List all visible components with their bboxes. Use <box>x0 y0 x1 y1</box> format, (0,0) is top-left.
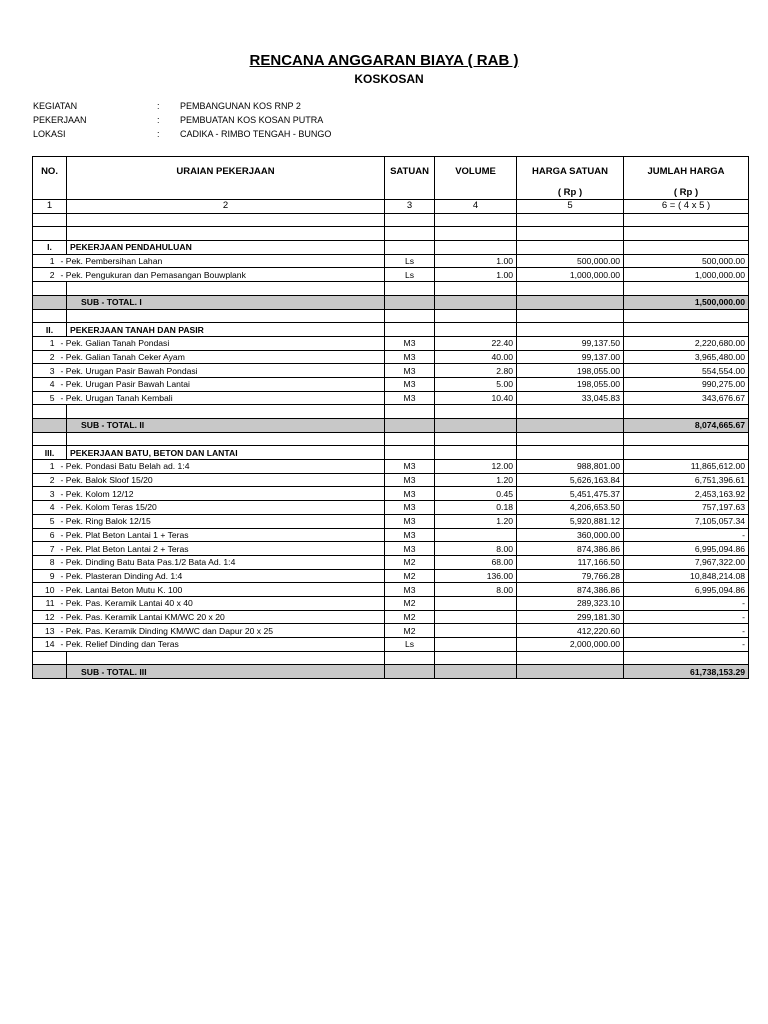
blank-cell <box>67 405 385 419</box>
item-number: 1 <box>33 460 57 474</box>
blank-cell <box>67 309 385 323</box>
item-description: - Pek. Kolom 12/12 <box>57 487 385 501</box>
blank-row <box>33 405 749 419</box>
index-cell: 2 <box>67 200 385 214</box>
item-harga-satuan: 4,206,653.50 <box>517 501 624 515</box>
document-subtitle: KOSKOSAN <box>354 72 424 86</box>
rab-table <box>32 156 749 679</box>
item-satuan: M2 <box>385 596 435 610</box>
item-volume <box>435 624 517 638</box>
item-description: - Pek. Plat Beton Lantai 2 + Teras <box>57 542 385 556</box>
table-row <box>33 610 749 624</box>
item-volume: 8.00 <box>435 583 517 597</box>
table-row <box>33 268 749 282</box>
item-number: 13 <box>33 624 57 638</box>
blank-row <box>33 282 749 296</box>
item-harga-satuan: 5,626,163.84 <box>517 473 624 487</box>
item-satuan: Ls <box>385 268 435 282</box>
blank-cell <box>435 227 517 241</box>
item-number: 4 <box>33 377 57 391</box>
blank-cell <box>435 405 517 419</box>
index-cell: 4 <box>435 200 517 214</box>
item-jumlah-harga: 990,275.00 <box>624 377 749 391</box>
item-harga-satuan: 99,137.50 <box>517 336 624 350</box>
item-number: 8 <box>33 555 57 569</box>
blank-cell <box>385 446 435 460</box>
item-description: - Pek. Pas. Keramik Dinding KM/WC dan Dapur 20 x 25 <box>57 624 385 638</box>
item-harga-satuan: 412,220.60 <box>517 624 624 638</box>
item-number: 12 <box>33 610 57 624</box>
item-satuan: M3 <box>385 542 435 556</box>
subtotal-value: 61,738,153.29 <box>624 665 749 679</box>
item-jumlah-harga: 10,848,214.08 <box>624 569 749 583</box>
blank-cell <box>624 323 749 337</box>
blank-cell <box>517 446 624 460</box>
item-satuan: M2 <box>385 610 435 624</box>
header-satuan-blank <box>385 186 435 200</box>
item-satuan: M3 <box>385 391 435 405</box>
header-volume-blank <box>435 186 517 200</box>
subtotal-label: SUB - TOTAL. III <box>67 665 385 679</box>
item-satuan: M3 <box>385 528 435 542</box>
header-volume: VOLUME <box>435 157 517 187</box>
item-jumlah-harga: 500,000.00 <box>624 254 749 268</box>
item-satuan: M3 <box>385 336 435 350</box>
blank-cell <box>435 241 517 255</box>
blank-cell <box>624 432 749 446</box>
blank-cell <box>435 432 517 446</box>
blank-row <box>33 309 749 323</box>
blank-cell <box>517 405 624 419</box>
header-row <box>33 157 749 187</box>
blank-cell <box>33 651 67 665</box>
rab-body <box>33 213 749 678</box>
blank-cell <box>33 282 67 296</box>
blank-cell <box>624 651 749 665</box>
blank-row <box>33 651 749 665</box>
item-harga-satuan: 198,055.00 <box>517 364 624 378</box>
item-volume: 12.00 <box>435 460 517 474</box>
table-row <box>33 569 749 583</box>
item-description: - Pek. Relief Dinding dan Teras <box>57 638 385 652</box>
blank-cell <box>33 432 67 446</box>
item-jumlah-harga: 6,751,396.61 <box>624 473 749 487</box>
item-description: - Pek. Pas. Keramik Lantai KM/WC 20 x 20 <box>57 610 385 624</box>
item-harga-satuan: 360,000.00 <box>517 528 624 542</box>
item-number: 7 <box>33 542 57 556</box>
blank-cell <box>33 309 67 323</box>
index-cell: 1 <box>33 200 67 214</box>
item-satuan: M3 <box>385 583 435 597</box>
blank-cell <box>385 241 435 255</box>
header-jumlah-unit: ( Rp ) <box>624 186 749 200</box>
item-description: - Pek. Urugan Tanah Kembali <box>57 391 385 405</box>
item-volume: 0.45 <box>435 487 517 501</box>
info-label: PEKERJAAN <box>33 115 87 125</box>
item-jumlah-harga: - <box>624 624 749 638</box>
blank-cell <box>67 282 385 296</box>
table-row <box>33 391 749 405</box>
blank-cell <box>33 405 67 419</box>
item-satuan: M2 <box>385 569 435 583</box>
blank-cell <box>517 323 624 337</box>
section-number: I. <box>33 241 67 255</box>
blank-cell <box>385 282 435 296</box>
blank-cell <box>624 446 749 460</box>
table-row <box>33 501 749 515</box>
item-description: - Pek. Balok Sloof 15/20 <box>57 473 385 487</box>
blank-cell <box>624 227 749 241</box>
item-harga-satuan: 5,451,475.37 <box>517 487 624 501</box>
item-satuan: M3 <box>385 514 435 528</box>
section-title: PEKERJAAN BATU, BETON DAN LANTAI <box>67 446 385 460</box>
info-label: KEGIATAN <box>33 101 78 111</box>
subtotal-value: 8,074,665.67 <box>624 419 749 433</box>
table-row <box>33 528 749 542</box>
section-title: PEKERJAAN TANAH DAN PASIR <box>67 323 385 337</box>
item-jumlah-harga: 2,453,163.92 <box>624 487 749 501</box>
blank-cell <box>435 295 517 309</box>
item-description: - Pek. Lantai Beton Mutu K. 100 <box>57 583 385 597</box>
blank-cell <box>517 651 624 665</box>
blank-cell <box>67 651 385 665</box>
item-jumlah-harga: 6,995,094.86 <box>624 583 749 597</box>
item-harga-satuan: 1,000,000.00 <box>517 268 624 282</box>
item-volume: 0.18 <box>435 501 517 515</box>
section-header-row <box>33 241 749 255</box>
index-cell: 6 = ( 4 x 5 ) <box>624 200 749 214</box>
blank-cell <box>517 665 624 679</box>
item-number: 5 <box>33 514 57 528</box>
item-jumlah-harga: 3,965,480.00 <box>624 350 749 364</box>
item-jumlah-harga: 757,197.63 <box>624 501 749 515</box>
subtotal-value: 1,500,000.00 <box>624 295 749 309</box>
blank-cell <box>385 405 435 419</box>
header-no-blank <box>33 186 67 200</box>
info-value: CADIKA - RIMBO TENGAH - BUNGO <box>180 129 332 139</box>
header-uraian: URAIAN PEKERJAAN <box>67 157 385 187</box>
blank-cell <box>624 213 749 227</box>
header-no: NO. <box>33 157 67 187</box>
item-satuan: M3 <box>385 364 435 378</box>
table-row <box>33 555 749 569</box>
item-description: - Pek. Ring Balok 12/15 <box>57 514 385 528</box>
item-number: 11 <box>33 596 57 610</box>
item-jumlah-harga: 554,554.00 <box>624 364 749 378</box>
blank-cell <box>385 227 435 241</box>
table-row <box>33 542 749 556</box>
header-harga-unit: ( Rp ) <box>517 186 624 200</box>
item-satuan: M2 <box>385 624 435 638</box>
header-jumlah-harga: JUMLAH HARGA <box>624 157 749 187</box>
item-jumlah-harga: 2,220,680.00 <box>624 336 749 350</box>
header-harga-satuan: HARGA SATUAN <box>517 157 624 187</box>
item-harga-satuan: 33,045.83 <box>517 391 624 405</box>
item-jumlah-harga: - <box>624 610 749 624</box>
item-description: - Pek. Pembersihan Lahan <box>57 254 385 268</box>
subtotal-label: SUB - TOTAL. I <box>67 295 385 309</box>
item-number: 2 <box>33 350 57 364</box>
index-cell: 5 <box>517 200 624 214</box>
blank-cell <box>385 323 435 337</box>
item-jumlah-harga: 343,676.67 <box>624 391 749 405</box>
item-harga-satuan: 5,920,881.12 <box>517 514 624 528</box>
blank-cell <box>517 241 624 255</box>
table-row <box>33 624 749 638</box>
blank-cell <box>435 419 517 433</box>
blank-cell <box>385 665 435 679</box>
info-colon: : <box>157 115 160 125</box>
blank-cell <box>435 323 517 337</box>
blank-cell <box>624 309 749 323</box>
document-title: RENCANA ANGGARAN BIAYA ( RAB ) <box>249 52 519 69</box>
item-number: 6 <box>33 528 57 542</box>
item-description: - Pek. Urugan Pasir Bawah Lantai <box>57 377 385 391</box>
item-harga-satuan: 2,000,000.00 <box>517 638 624 652</box>
blank-cell <box>67 213 385 227</box>
item-harga-satuan: 988,801.00 <box>517 460 624 474</box>
item-description: - Pek. Dinding Batu Bata Pas.1/2 Bata Ad. 1:4 <box>57 555 385 569</box>
subtotal-row <box>33 665 749 679</box>
item-jumlah-harga: - <box>624 596 749 610</box>
item-number: 14 <box>33 638 57 652</box>
table-row <box>33 638 749 652</box>
table-row <box>33 596 749 610</box>
item-volume: 22.40 <box>435 336 517 350</box>
header-unit-row <box>33 186 749 200</box>
section-header-row <box>33 446 749 460</box>
item-jumlah-harga: 7,105,057.34 <box>624 514 749 528</box>
table-row <box>33 460 749 474</box>
blank-cell <box>517 432 624 446</box>
table-row <box>33 473 749 487</box>
item-satuan: Ls <box>385 254 435 268</box>
blank-cell <box>435 309 517 323</box>
item-harga-satuan: 874,386.86 <box>517 583 624 597</box>
item-satuan: M3 <box>385 350 435 364</box>
blank-cell <box>385 213 435 227</box>
section-number: III. <box>33 446 67 460</box>
item-jumlah-harga: 7,967,322.00 <box>624 555 749 569</box>
item-volume: 1.20 <box>435 514 517 528</box>
item-description: - Pek. Kolom Teras 15/20 <box>57 501 385 515</box>
item-harga-satuan: 500,000.00 <box>517 254 624 268</box>
item-satuan: M3 <box>385 487 435 501</box>
subtotal-row <box>33 419 749 433</box>
item-jumlah-harga: 1,000,000.00 <box>624 268 749 282</box>
blank-cell <box>33 227 67 241</box>
blank-cell <box>435 446 517 460</box>
blank-cell <box>385 432 435 446</box>
info-label: LOKASI <box>33 129 66 139</box>
item-satuan: M3 <box>385 501 435 515</box>
item-number: 5 <box>33 391 57 405</box>
header-uraian-blank <box>67 186 385 200</box>
blank-cell <box>517 309 624 323</box>
item-jumlah-harga: 11,865,612.00 <box>624 460 749 474</box>
item-volume: 40.00 <box>435 350 517 364</box>
blank-cell <box>435 665 517 679</box>
item-jumlah-harga: - <box>624 638 749 652</box>
blank-cell <box>517 227 624 241</box>
blank-cell <box>33 665 67 679</box>
item-harga-satuan: 79,766.28 <box>517 569 624 583</box>
item-volume: 8.00 <box>435 542 517 556</box>
item-volume <box>435 596 517 610</box>
item-number: 10 <box>33 583 57 597</box>
item-number: 3 <box>33 364 57 378</box>
section-title: PEKERJAAN PENDAHULUAN <box>67 241 385 255</box>
blank-cell <box>435 282 517 296</box>
blank-row <box>33 227 749 241</box>
item-volume <box>435 610 517 624</box>
item-volume <box>435 638 517 652</box>
item-number: 2 <box>33 473 57 487</box>
blank-cell <box>33 295 67 309</box>
item-harga-satuan: 299,181.30 <box>517 610 624 624</box>
item-description: - Pek. Pas. Keramik Lantai 40 x 40 <box>57 596 385 610</box>
blank-cell <box>385 419 435 433</box>
blank-cell <box>624 241 749 255</box>
info-colon: : <box>157 101 160 111</box>
item-satuan: M3 <box>385 473 435 487</box>
item-volume: 1.00 <box>435 254 517 268</box>
table-row <box>33 254 749 268</box>
item-number: 1 <box>33 254 57 268</box>
blank-cell <box>67 432 385 446</box>
item-description: - Pek. Galian Tanah Pondasi <box>57 336 385 350</box>
blank-cell <box>385 309 435 323</box>
item-volume: 2.80 <box>435 364 517 378</box>
item-description: - Pek. Pondasi Batu Belah ad. 1:4 <box>57 460 385 474</box>
table-row <box>33 514 749 528</box>
item-number: 4 <box>33 501 57 515</box>
item-volume <box>435 528 517 542</box>
blank-cell <box>517 295 624 309</box>
item-description: - Pek. Galian Tanah Ceker Ayam <box>57 350 385 364</box>
item-number: 1 <box>33 336 57 350</box>
blank-row <box>33 213 749 227</box>
item-description: - Pek. Pengukuran dan Pemasangan Bouwplank <box>57 268 385 282</box>
table-row <box>33 350 749 364</box>
table-row <box>33 336 749 350</box>
table-row <box>33 583 749 597</box>
item-jumlah-harga: - <box>624 528 749 542</box>
blank-cell <box>33 419 67 433</box>
item-volume: 10.40 <box>435 391 517 405</box>
index-row <box>33 200 749 214</box>
blank-cell <box>624 405 749 419</box>
subtotal-label: SUB - TOTAL. II <box>67 419 385 433</box>
blank-cell <box>33 213 67 227</box>
item-volume: 5.00 <box>435 377 517 391</box>
blank-cell <box>385 651 435 665</box>
item-description: - Pek. Urugan Pasir Bawah Pondasi <box>57 364 385 378</box>
item-satuan: M3 <box>385 377 435 391</box>
info-value: PEMBUATAN KOS KOSAN PUTRA <box>180 115 324 125</box>
item-number: 9 <box>33 569 57 583</box>
section-header-row <box>33 323 749 337</box>
item-volume: 68.00 <box>435 555 517 569</box>
item-jumlah-harga: 6,995,094.86 <box>624 542 749 556</box>
item-number: 3 <box>33 487 57 501</box>
table-row <box>33 364 749 378</box>
item-satuan: M2 <box>385 555 435 569</box>
blank-cell <box>67 227 385 241</box>
blank-cell <box>624 282 749 296</box>
item-volume: 1.00 <box>435 268 517 282</box>
table-row <box>33 377 749 391</box>
subtotal-row <box>33 295 749 309</box>
item-satuan: Ls <box>385 638 435 652</box>
info-value: PEMBANGUNAN KOS RNP 2 <box>180 101 301 111</box>
blank-cell <box>385 295 435 309</box>
item-harga-satuan: 874,386.86 <box>517 542 624 556</box>
item-harga-satuan: 198,055.00 <box>517 377 624 391</box>
item-volume: 136.00 <box>435 569 517 583</box>
item-harga-satuan: 99,137.00 <box>517 350 624 364</box>
blank-cell <box>517 213 624 227</box>
info-colon: : <box>157 129 160 139</box>
item-number: 2 <box>33 268 57 282</box>
blank-cell <box>435 213 517 227</box>
blank-cell <box>517 282 624 296</box>
table-row <box>33 487 749 501</box>
item-satuan: M3 <box>385 460 435 474</box>
blank-cell <box>435 651 517 665</box>
item-description: - Pek. Plat Beton Lantai 1 + Teras <box>57 528 385 542</box>
blank-row <box>33 432 749 446</box>
item-harga-satuan: 289,323.10 <box>517 596 624 610</box>
item-description: - Pek. Plasteran Dinding Ad. 1:4 <box>57 569 385 583</box>
blank-cell <box>517 419 624 433</box>
section-number: II. <box>33 323 67 337</box>
header-satuan: SATUAN <box>385 157 435 187</box>
index-cell: 3 <box>385 200 435 214</box>
item-harga-satuan: 117,166.50 <box>517 555 624 569</box>
item-volume: 1.20 <box>435 473 517 487</box>
